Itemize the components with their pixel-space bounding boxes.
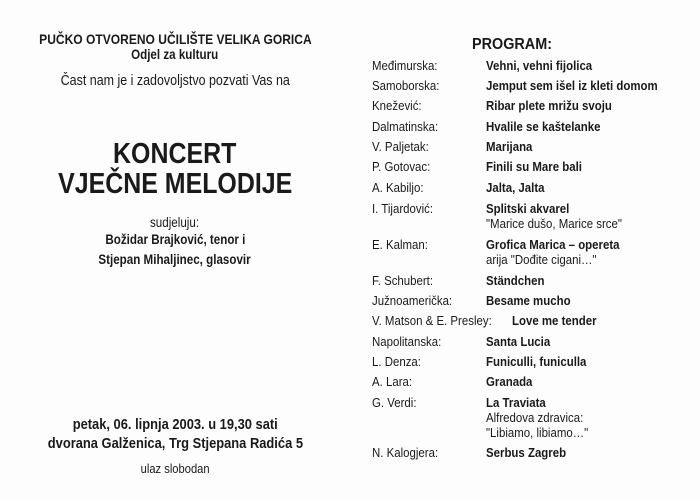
composer: V. Matson & E. Presley: [372, 313, 492, 328]
event-date-time [0, 416, 350, 433]
participants-label [0, 215, 350, 230]
piece-title: Finili su Mare bali [486, 159, 582, 174]
date-time-text: petak, 06. lipnja 2003. u 19,30 sati [72, 416, 278, 433]
composer: Samoborska: [372, 78, 440, 93]
title-line1-text: KONCERT [113, 138, 237, 170]
organization-text: PUČKO OTVORENO UČILIŠTE VELIKA GORICA [38, 31, 312, 47]
piece-title: Splitski akvarel [486, 201, 570, 216]
composer: P. Gotovac: [372, 159, 431, 174]
composer: Knežević: [372, 98, 422, 113]
program-item [372, 313, 692, 328]
composer: A. Kabiljo: [372, 180, 424, 195]
program-title: PROGRAM: [472, 36, 553, 53]
piece-title: Ribar plete mrižu svoju [486, 98, 612, 113]
venue-text: dvorana Galženica, Trg Stjepana Radića 5 [47, 435, 303, 452]
composer: E. Kalman: [372, 237, 428, 252]
invite-line: Čast nam je i zadovoljstvo pozvati Vas na [60, 73, 290, 89]
piece-title: Santa Lucia [486, 334, 551, 349]
piece-title: Granada [486, 374, 533, 389]
composer: Južnoamerička: [372, 293, 453, 308]
concert-title-line1 [0, 138, 350, 171]
piece-title: Ständchen [486, 273, 545, 288]
composer: L. Denza: [372, 354, 421, 369]
piece-title: Jalta, Jalta [486, 180, 545, 195]
invite-text [0, 73, 350, 89]
program-panel [360, 0, 700, 500]
composer: I. Tijardović: [372, 201, 434, 216]
composer: N. Kalogjera: [372, 445, 439, 460]
performer-1-text: Božidar Brajković, tenor i [104, 232, 245, 247]
composer: Napolitanska: [372, 334, 442, 349]
department-name [0, 47, 350, 62]
piece-title: Jemput sem išel iz kleti domom [486, 78, 658, 93]
composer: Dalmatinska: [372, 119, 439, 134]
piece-title: Besame mucho [486, 293, 571, 308]
piece-title: Vehni, vehni fijolica [486, 58, 593, 73]
entry-note [0, 461, 350, 476]
piece-subtitle: arija "Dođite cigani…" [486, 252, 597, 267]
performer-1 [0, 232, 350, 247]
concert-title-line2 [0, 168, 350, 201]
title-line2-text: VJEČNE MELODIJE [57, 168, 293, 200]
department-text: Odjel za kulturu [131, 47, 219, 62]
piece-title: Serbus Zagreb [486, 445, 567, 460]
composer: V. Paljetak: [372, 139, 429, 154]
composer: A. Lara: [372, 374, 413, 389]
organization-name [0, 31, 350, 47]
composer: G. Verdi: [372, 395, 417, 410]
participants-label-text: sudjeluju: [150, 215, 200, 230]
piece-title: Love me tender [512, 313, 597, 328]
performer-2-text: Stjepan Mihaljinec, glasovir [98, 252, 252, 267]
piece-title: Marijana [486, 139, 533, 154]
entry-text: ulaz slobodan [140, 461, 210, 476]
piece-subtitle: "Libiamo, libiamo…" [486, 425, 589, 440]
piece-title: Grofica Marica – opereta [486, 237, 620, 252]
composer: Međimurska: [372, 58, 438, 73]
piece-subtitle: Alfredova zdravica: [486, 410, 584, 425]
event-venue [0, 435, 350, 452]
piece-title: Funiculli, funiculla [486, 354, 587, 369]
piece-title: La Traviata [486, 395, 546, 410]
piece-subtitle: "Marice dušo, Marice srce" [486, 216, 622, 231]
performer-2 [0, 252, 350, 267]
piece-title: Hvalile se kaštelanke [486, 119, 601, 134]
composer: F. Schubert: [372, 273, 434, 288]
